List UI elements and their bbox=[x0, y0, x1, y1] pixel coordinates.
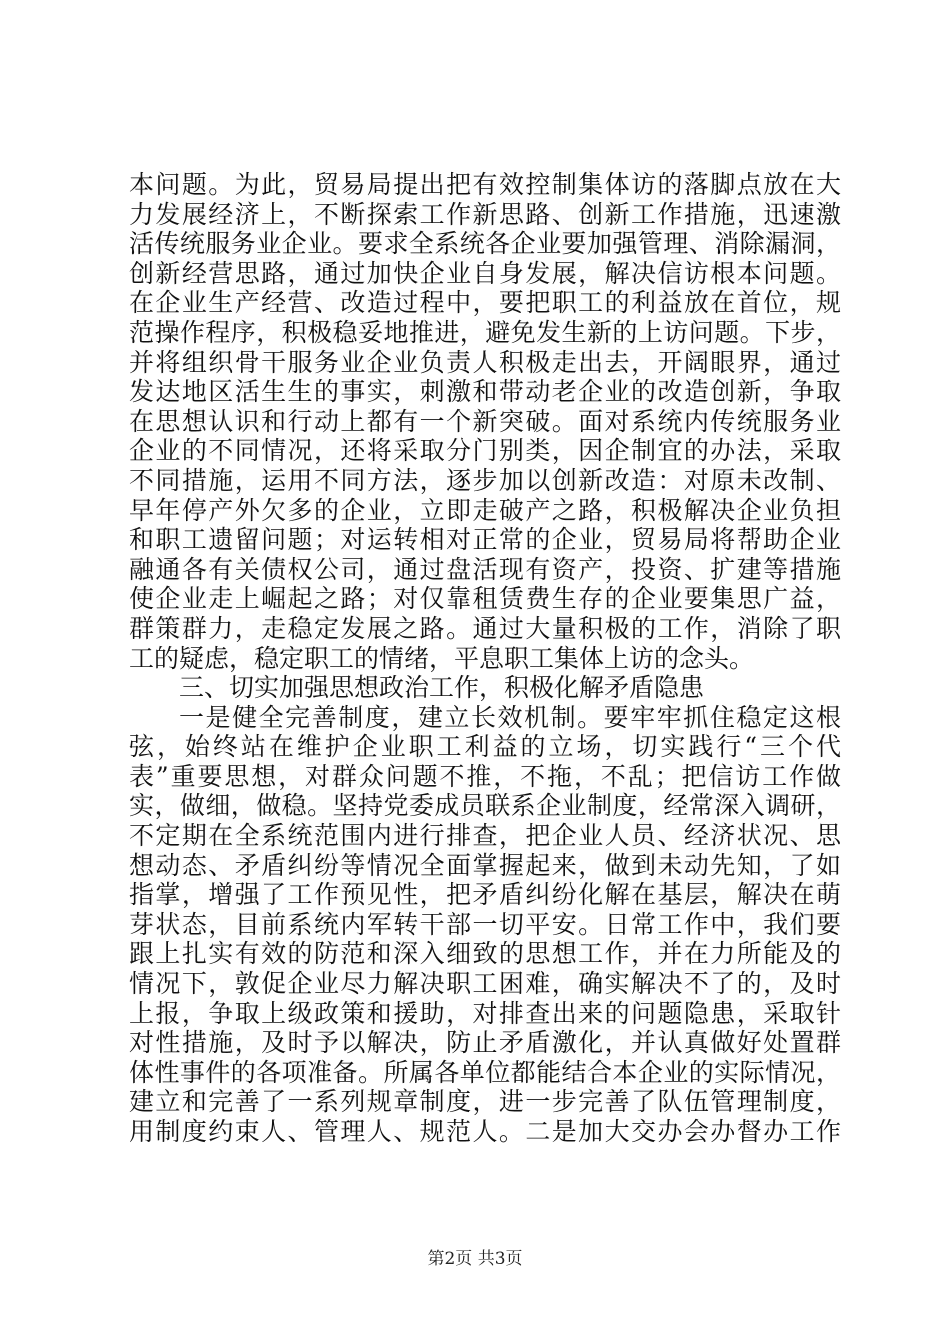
text-line: 企业的不同情况，还将采取分门别类，因企制宜的办法，采取 bbox=[129, 436, 841, 466]
text-line: 表”重要思想，对群众问题不推，不拖，不乱；把信访工作做 bbox=[129, 761, 841, 791]
text-line: 和职工遗留问题；对运转相对正常的企业，贸易局将帮助企业 bbox=[129, 525, 841, 555]
text-line: 建立和完善了一系列规章制度，进一步完善了队伍管理制度， bbox=[129, 1087, 841, 1117]
text-line: 在思想认识和行动上都有一个新突破。面对系统内传统服务业 bbox=[129, 406, 841, 436]
page-number-footer: 第2页 共3页 bbox=[427, 1249, 523, 1269]
text-line: 对性措施，及时予以解决，防止矛盾激化，并认真做好处置群 bbox=[129, 1028, 841, 1058]
text-line: 不定期在全系统范围内进行排查，把企业人员、经济状况、思 bbox=[129, 821, 841, 851]
text-line: 情况下，敦促企业尽力解决职工困难，确实解决不了的，及时 bbox=[129, 969, 841, 999]
text-line: 发达地区活生生的事实，刺激和带动老企业的改造创新，争取 bbox=[129, 377, 841, 407]
text-line: 工的疑虑，稳定职工的情绪，平息职工集体上访的念头。 bbox=[129, 643, 755, 673]
document-body bbox=[129, 170, 841, 1147]
text-line: 体性事件的各项准备。所属各单位都能结合本企业的实际情况， bbox=[129, 1057, 841, 1087]
text-line: 一是健全完善制度，建立长效机制。要牢牢抓住稳定这根 bbox=[179, 702, 841, 732]
text-line: 跟上扎实有效的防范和深入细致的思想工作，并在力所能及的 bbox=[129, 939, 841, 969]
text-line: 本问题。为此，贸易局提出把有效控制集体访的落脚点放在大 bbox=[129, 170, 841, 199]
text-line: 活传统服务业企业。要求全系统各企业要加强管理、消除漏洞， bbox=[129, 229, 841, 259]
section-heading: 三、切实加强思想政治工作，积极化解矛盾隐患 bbox=[179, 673, 705, 703]
text-line: 创新经营思路，通过加快企业自身发展，解决信访根本问题。 bbox=[129, 258, 841, 288]
text-line: 在企业生产经营、改造过程中，要把职工的利益放在首位，规 bbox=[129, 288, 841, 318]
text-line: 实，做细，做稳。坚持党委成员联系企业制度，经常深入调研， bbox=[129, 791, 841, 821]
text-line: 芽状态，目前系统内军转干部一切平安。日常工作中，我们要 bbox=[129, 909, 841, 939]
text-line: 范操作程序，积极稳妥地推进，避免发生新的上访问题。下步， bbox=[129, 317, 841, 347]
text-line: 使企业走上崛起之路；对仅靠租赁费生存的企业要集思广益， bbox=[129, 584, 841, 614]
text-line: 上报，争取上级政策和援助，对排查出来的问题隐患，采取针 bbox=[129, 998, 841, 1028]
text-line: 早年停产外欠多的企业，立即走破产之路，积极解决企业负担 bbox=[129, 495, 841, 525]
text-line: 弦，始终站在维护企业职工利益的立场，切实践行“三个代 bbox=[129, 732, 841, 762]
text-line: 力发展经济上，不断探索工作新思路、创新工作措施，迅速激 bbox=[129, 199, 841, 229]
text-line: 并将组织骨干服务业企业负责人积极走出去，开阔眼界，通过 bbox=[129, 347, 841, 377]
text-line: 用制度约束人、管理人、规范人。二是加大交办会办督办工作 bbox=[129, 1117, 841, 1146]
text-line: 群策群力，走稳定发展之路。通过大量积极的工作，消除了职 bbox=[129, 613, 841, 643]
text-line: 融通各有关债权公司，通过盘活现有资产，投资、扩建等措施 bbox=[129, 554, 841, 584]
text-line: 指掌，增强了工作预见性，把矛盾纠纷化解在基层，解决在萌 bbox=[129, 880, 841, 910]
text-line: 想动态、矛盾纠纷等情况全面掌握起来，做到未动先知，了如 bbox=[129, 850, 841, 880]
text-line: 不同措施，运用不同方法，逐步加以创新改造：对原未改制、 bbox=[129, 465, 841, 495]
